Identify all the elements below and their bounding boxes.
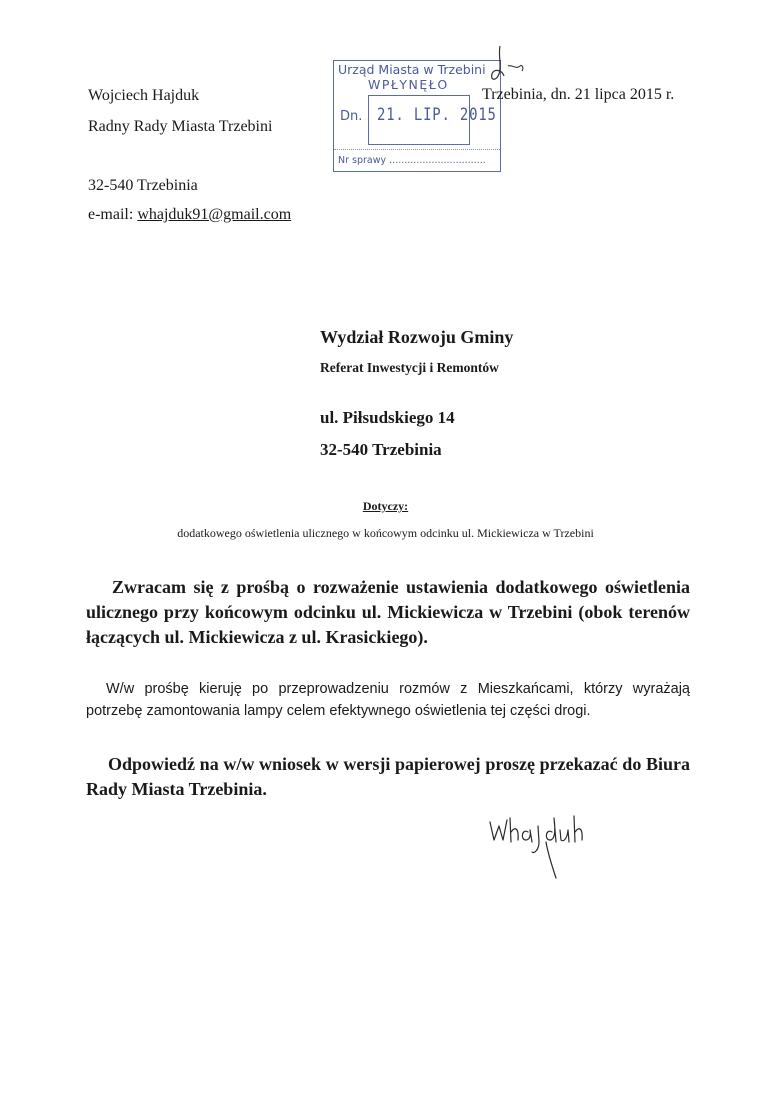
recipient-unit: Referat Inwestycji i Remontów — [320, 360, 499, 375]
request-paragraph: Zwracam się z prośbą o rozważenie ustawienia dodatkowego oświetlenia ulicznego przy końcowym odcinku ul. Mickiewicza w Trzebini (obok terenów łączących ul. Mickiewicza z ul. Krasickiego). — [86, 577, 690, 647]
reply-request-paragraph: Odpowiedź na w/w wniosek w wersji papierowej proszę przekazać do Biura Rady Miasta Trzebinia. — [86, 754, 690, 799]
sender-name: Wojciech Hajduk — [88, 87, 200, 104]
stamp-office: Urząd Miasta w Trzebini — [338, 62, 486, 77]
email-label: e-mail: — [88, 206, 134, 223]
subject-label: Dotyczy: — [362, 499, 409, 513]
sender-postal: 32-540 Trzebinia — [88, 177, 198, 194]
stamp-initials-mark — [486, 44, 526, 92]
recipient-city: 32-540 Trzebinia — [320, 440, 442, 459]
justification-paragraph: W/w prośbę kieruję po przeprowadzeniu rozmów z Mieszkańcami, którzy wyrażają potrzebę zamontowania lampy celem efektywnego oświetlenia tej części drogi. — [86, 681, 690, 719]
registration-stamp — [333, 60, 501, 172]
stamp-received: WPŁYNĘŁO — [368, 77, 449, 92]
stamp-date-value: 21. LIP. 2015 — [377, 105, 497, 125]
date-line: Trzebinia, dn. 21 lipca 2015 r. — [482, 86, 675, 103]
recipient-department: Wydział Rozwoju Gminy — [320, 327, 514, 347]
sender-email-line — [88, 205, 291, 225]
subject-text: dodatkowego oświetlenia ulicznego w końcowym odcinku ul. Mickiewicza w Trzebini — [177, 526, 594, 540]
handwritten-signature — [486, 808, 596, 888]
stamp-date-box — [368, 95, 497, 145]
stamp-divider — [334, 149, 500, 150]
sender-role: Radny Rady Miasta Trzebini — [88, 118, 273, 135]
stamp-case-number: Nr sprawy ................................ — [338, 155, 486, 166]
stamp-date-label: Dn. — [340, 109, 363, 124]
email-link[interactable]: whajduk91@gmail.com — [137, 206, 292, 223]
recipient-street: ul. Piłsudskiego 14 — [320, 408, 455, 427]
